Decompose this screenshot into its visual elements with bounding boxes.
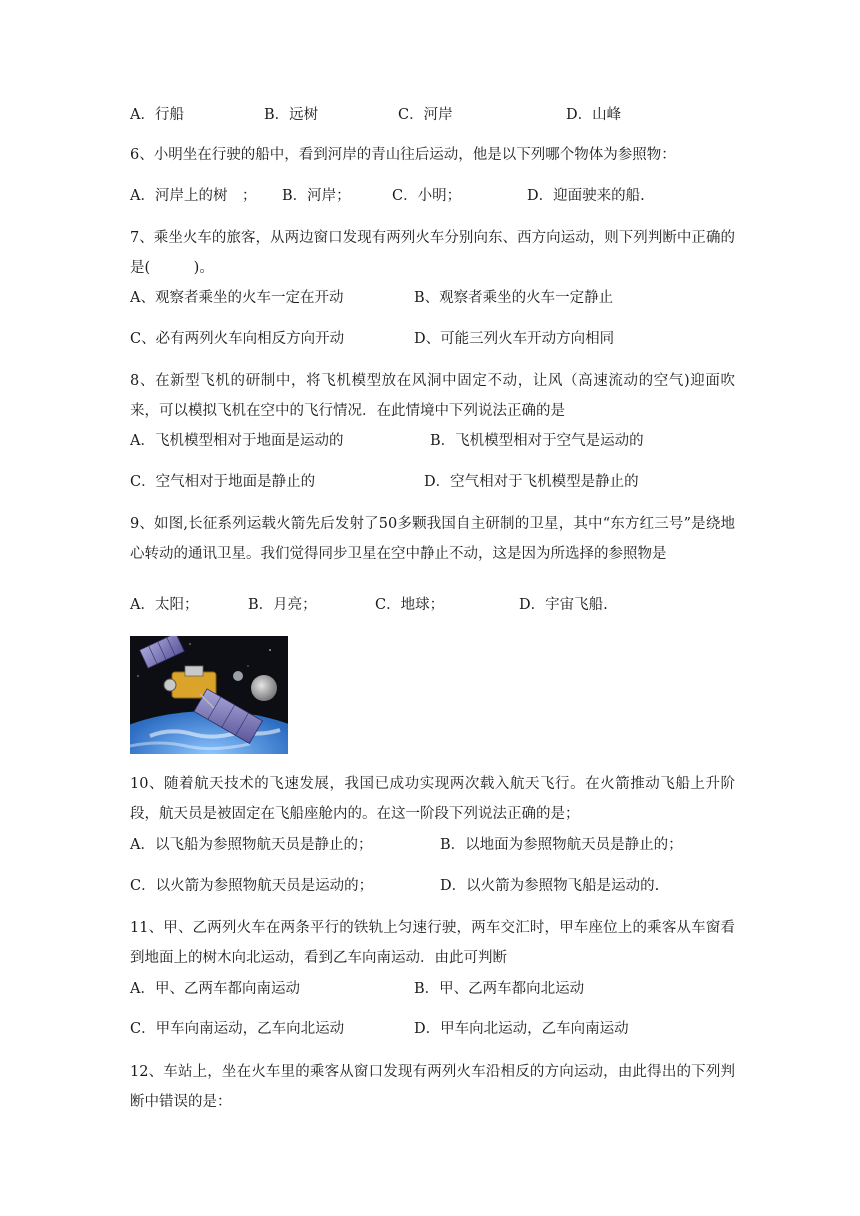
q10-option-a: A．以飞船为参照物航天员是静止的； bbox=[130, 837, 373, 853]
q6-option-b: B．河岸； bbox=[282, 188, 351, 204]
q10-option-d: D．以火箭为参照物飞船是运动的. bbox=[440, 878, 660, 894]
q8-option-a: A．飞机模型相对于地面是运动的 bbox=[130, 433, 344, 449]
q9-option-d: D．宇宙飞船. bbox=[519, 597, 608, 613]
q11-stem: 11、甲、乙两列火车在两条平行的铁轨上匀速行驶，两车交汇时，甲车座位上的乘客从车窗看到地面上的树木向北运动，看到乙车向南运动．由此可判断 bbox=[130, 920, 735, 966]
q9-stem: 9、如图,长征系列运载火箭先后发射了50多颗我国自主研制的卫星，其中“东方红三号”是绕地心转动的通讯卫星。我们觉得同步卫星在空中静止不动，这是因为所选择的参照物是 bbox=[130, 516, 735, 562]
q8-option-b: B．飞机模型相对于空气是运动的 bbox=[430, 433, 644, 449]
q11-option-c: C．甲车向南运动，乙车向北运动 bbox=[130, 1021, 345, 1037]
q6-option-a: A．河岸上的树 ； bbox=[130, 188, 257, 204]
q10-option-b: B．以地面为参照物航天员是静止的； bbox=[440, 837, 683, 853]
q8-option-c: C．空气相对于地面是静止的 bbox=[130, 474, 316, 490]
q7-option-b: B、观察者乘坐的火车一定静止 bbox=[414, 290, 614, 306]
q11-option-d: D．甲车向北运动，乙车向南运动 bbox=[414, 1021, 629, 1037]
q10-stem: 10、随着航天技术的飞速发展，我国已成功实现两次载入航天飞行。在火箭推动飞船上升阶段，航天员是被固定在飞船座舱内的。在这一阶段下列说法正确的是； bbox=[130, 776, 735, 822]
q7-option-a: A、观察者乘坐的火车一定在开动 bbox=[130, 290, 344, 306]
q6-option-c: C．小明； bbox=[392, 188, 462, 204]
q9-option-c: C．地球； bbox=[375, 597, 445, 613]
q5-option-a: A．行船 bbox=[130, 107, 184, 123]
q9-option-a: A．太阳； bbox=[130, 597, 199, 613]
q7-option-d: D、可能三列火车开动方向相同 bbox=[414, 331, 615, 347]
q8-option-d: D．空气相对于飞机模型是静止的 bbox=[424, 474, 639, 490]
q6-option-d: D．迎面驶来的船. bbox=[527, 188, 645, 204]
q11-option-a: A．甲、乙两车都向南运动 bbox=[130, 981, 300, 997]
q6-stem: 6、小明坐在行驶的船中，看到河岸的青山往后运动，他是以下列哪个物体为参照物： bbox=[130, 147, 676, 163]
q7-option-c: C、必有两列火车向相反方向开动 bbox=[130, 331, 345, 347]
q12-stem: 12、车站上，坐在火车里的乘客从窗口发现有两列火车沿相反的方向运动，由此得出的下列判断中错误的是： bbox=[130, 1064, 735, 1110]
q5-option-b: B．远树 bbox=[264, 107, 319, 123]
q9-option-b: B．月亮； bbox=[248, 597, 317, 613]
q7-stem: 7、乘坐火车的旅客，从两边窗口发现有两列火车分别向东、西方向运动，则下列判断中正确的是( )。 bbox=[130, 230, 735, 276]
satellite-image bbox=[130, 636, 288, 754]
q5-option-c: C．河岸 bbox=[398, 107, 453, 123]
q8-stem: 8、在新型飞机的研制中，将飞机模型放在风洞中固定不动，让风（高速流动的空气)迎面吹来，可以模拟飞机在空中的飞行情况．在此情境中下列说法正确的是 bbox=[130, 373, 735, 419]
q11-option-b: B．甲、乙两车都向北运动 bbox=[414, 981, 585, 997]
q10-option-c: C．以火箭为参照物航天员是运动的； bbox=[130, 878, 374, 894]
q5-option-d: D．山峰 bbox=[566, 107, 622, 123]
